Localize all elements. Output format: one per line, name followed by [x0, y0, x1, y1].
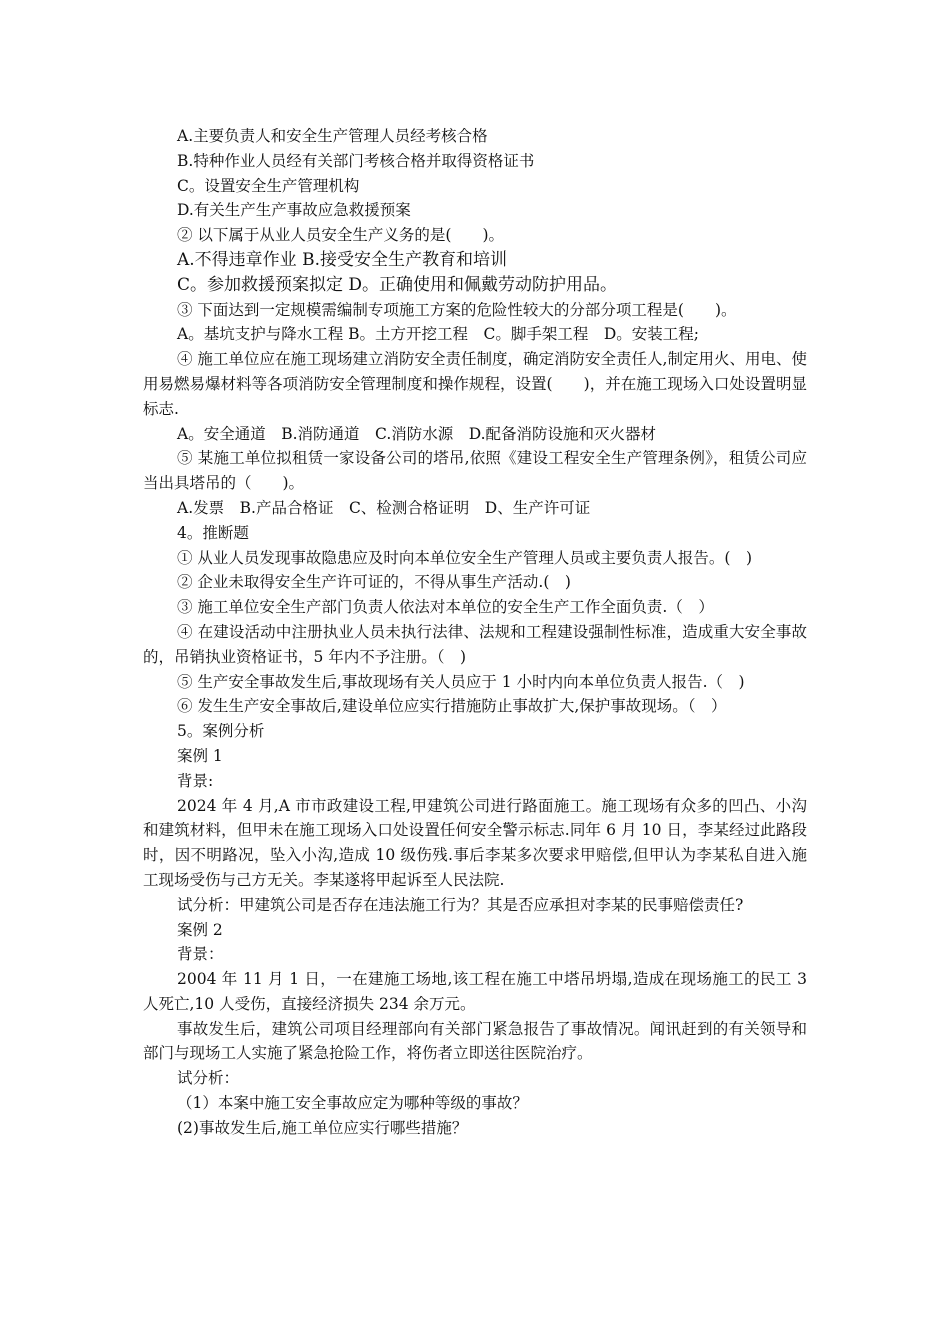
case-2-background-text: 2004 年 11 月 1 日，一在建施工场地,该工程在施工中塔吊坍塌,造成在现场施工的民工 3 人死亡,10 人受伤，直接经济损失 234 余万元。: [143, 970, 807, 1013]
judgement-item-5: ⑤ 生产安全事故发生后,事故现场有关人员应于 1 小时内向本单位负责人报告.（ ): [177, 672, 745, 691]
option-a-line: A.主要负责人和安全生产管理人员经考核合格: [177, 127, 488, 145]
question-2-options-cd: C。参加救援预案拟定 D。正确使用和佩戴劳动防护用品。: [177, 274, 618, 295]
judgement-item-1: ① 从业人员发现事故隐患应及时向本单位安全生产管理人员或主要负责人报告。( ): [177, 548, 753, 567]
question-3-options: A。基坑支护与降水工程 B。土方开挖工程 C。脚手架工程 D。安装工程;: [177, 325, 700, 344]
option-c-line: C。设置安全生产管理机构: [177, 176, 360, 195]
case-2-background-label: 背景：: [177, 945, 224, 964]
option-b-line: B.特种作业人员经有关部门考核合格并取得资格证书: [177, 151, 535, 170]
question-2: ② 以下属于从业人员安全生产义务的是( )。: [177, 226, 505, 245]
question-2-options-ab: A.不得违章作业 B.接受安全生产教育和培训: [177, 249, 507, 270]
question-4-options: A。安全通道 B.消防通道 C.消防水源 D.配备消防设施和灭火器材: [177, 424, 657, 443]
document-body: [143, 124, 807, 1141]
judgement-item-2: ② 企业未取得安全生产许可证的，不得从事生产活动.( ): [177, 573, 571, 592]
case-1-background-text: 2024 年 4 月,A 市市政建设工程,甲建筑公司进行路面施工。施工现场有众多的凹凸、小沟和建筑材料，但甲未在施工现场入口处设置任何安全警示标志.同年 6 月 10 日，李某经过此路段时，因不明路况，坠入小沟,造成 10 级伤残.事后李某多次要求甲赔偿,但甲认为李某私自进入施工现场受伤与己方无关。李某遂将甲起诉至人民法院.: [143, 796, 807, 889]
case-2-question-1: （1）本案中施工安全事故应定为哪种等级的事故？: [177, 1094, 528, 1113]
question-3: ③ 下面达到一定规模需编制专项施工方案的危险性较大的分部分项工程是( )。: [177, 300, 737, 319]
case-2-question-2: (2)事故发生后,施工单位应实行哪些措施？: [177, 1118, 468, 1137]
case-2-followup-text: 事故发生后，建筑公司项目经理部向有关部门紧急报告了事故情况。闻讯赶到的有关领导和部门与现场工人实施了紧急抢险工作，将伤者立即送往医院治疗。: [143, 1019, 807, 1063]
judgement-item-4: ④ 在建设活动中注册执业人员未执行法律、法规和工程建设强制性标准，造成重大安全事故的，吊销执业资格证书，5 年内不予注册。（ ): [143, 622, 807, 666]
case-2-analysis-label: 试分析：: [177, 1069, 240, 1088]
case-1-question: 试分析：甲建筑公司是否存在违法施工行为？其是否应承担对李某的民事赔偿责任?: [177, 895, 744, 914]
question-5-options: A.发票 B.产品合格证 C、检测合格证明 D、生产许可证: [177, 498, 591, 517]
section-heading-judgement: 4。推断题: [177, 523, 249, 542]
judgement-item-3: ③ 施工单位安全生产部门负责人依法对本单位的安全生产工作全面负责.（ ）: [177, 598, 714, 617]
option-d-line: D.有关生产生产事故应急救援预案: [177, 201, 411, 220]
case-1-heading: 案例 1: [177, 746, 223, 765]
question-4: ④ 施工单位应在施工现场建立消防安全责任制度，确定消防安全责任人,制定用火、用电、使用易燃易爆材料等各项消防安全管理制度和操作规程，设置( )，并在施工现场入口处设置明显标志.: [143, 350, 807, 418]
question-5: ⑤ 某施工单位拟租赁一家设备公司的塔吊,依照《建设工程安全生产管理条例》，租赁公司应当出具塔吊的（ )。: [143, 449, 807, 493]
case-1-background-label: 背景:: [177, 771, 214, 790]
judgement-item-6: ⑥ 发生生产安全事故后,建设单位应实行措施防止事故扩大,保护事故现场。（ ）: [177, 697, 727, 716]
section-heading-case-analysis: 5。案例分析: [177, 722, 265, 741]
case-2-heading: 案例 2: [177, 920, 223, 939]
